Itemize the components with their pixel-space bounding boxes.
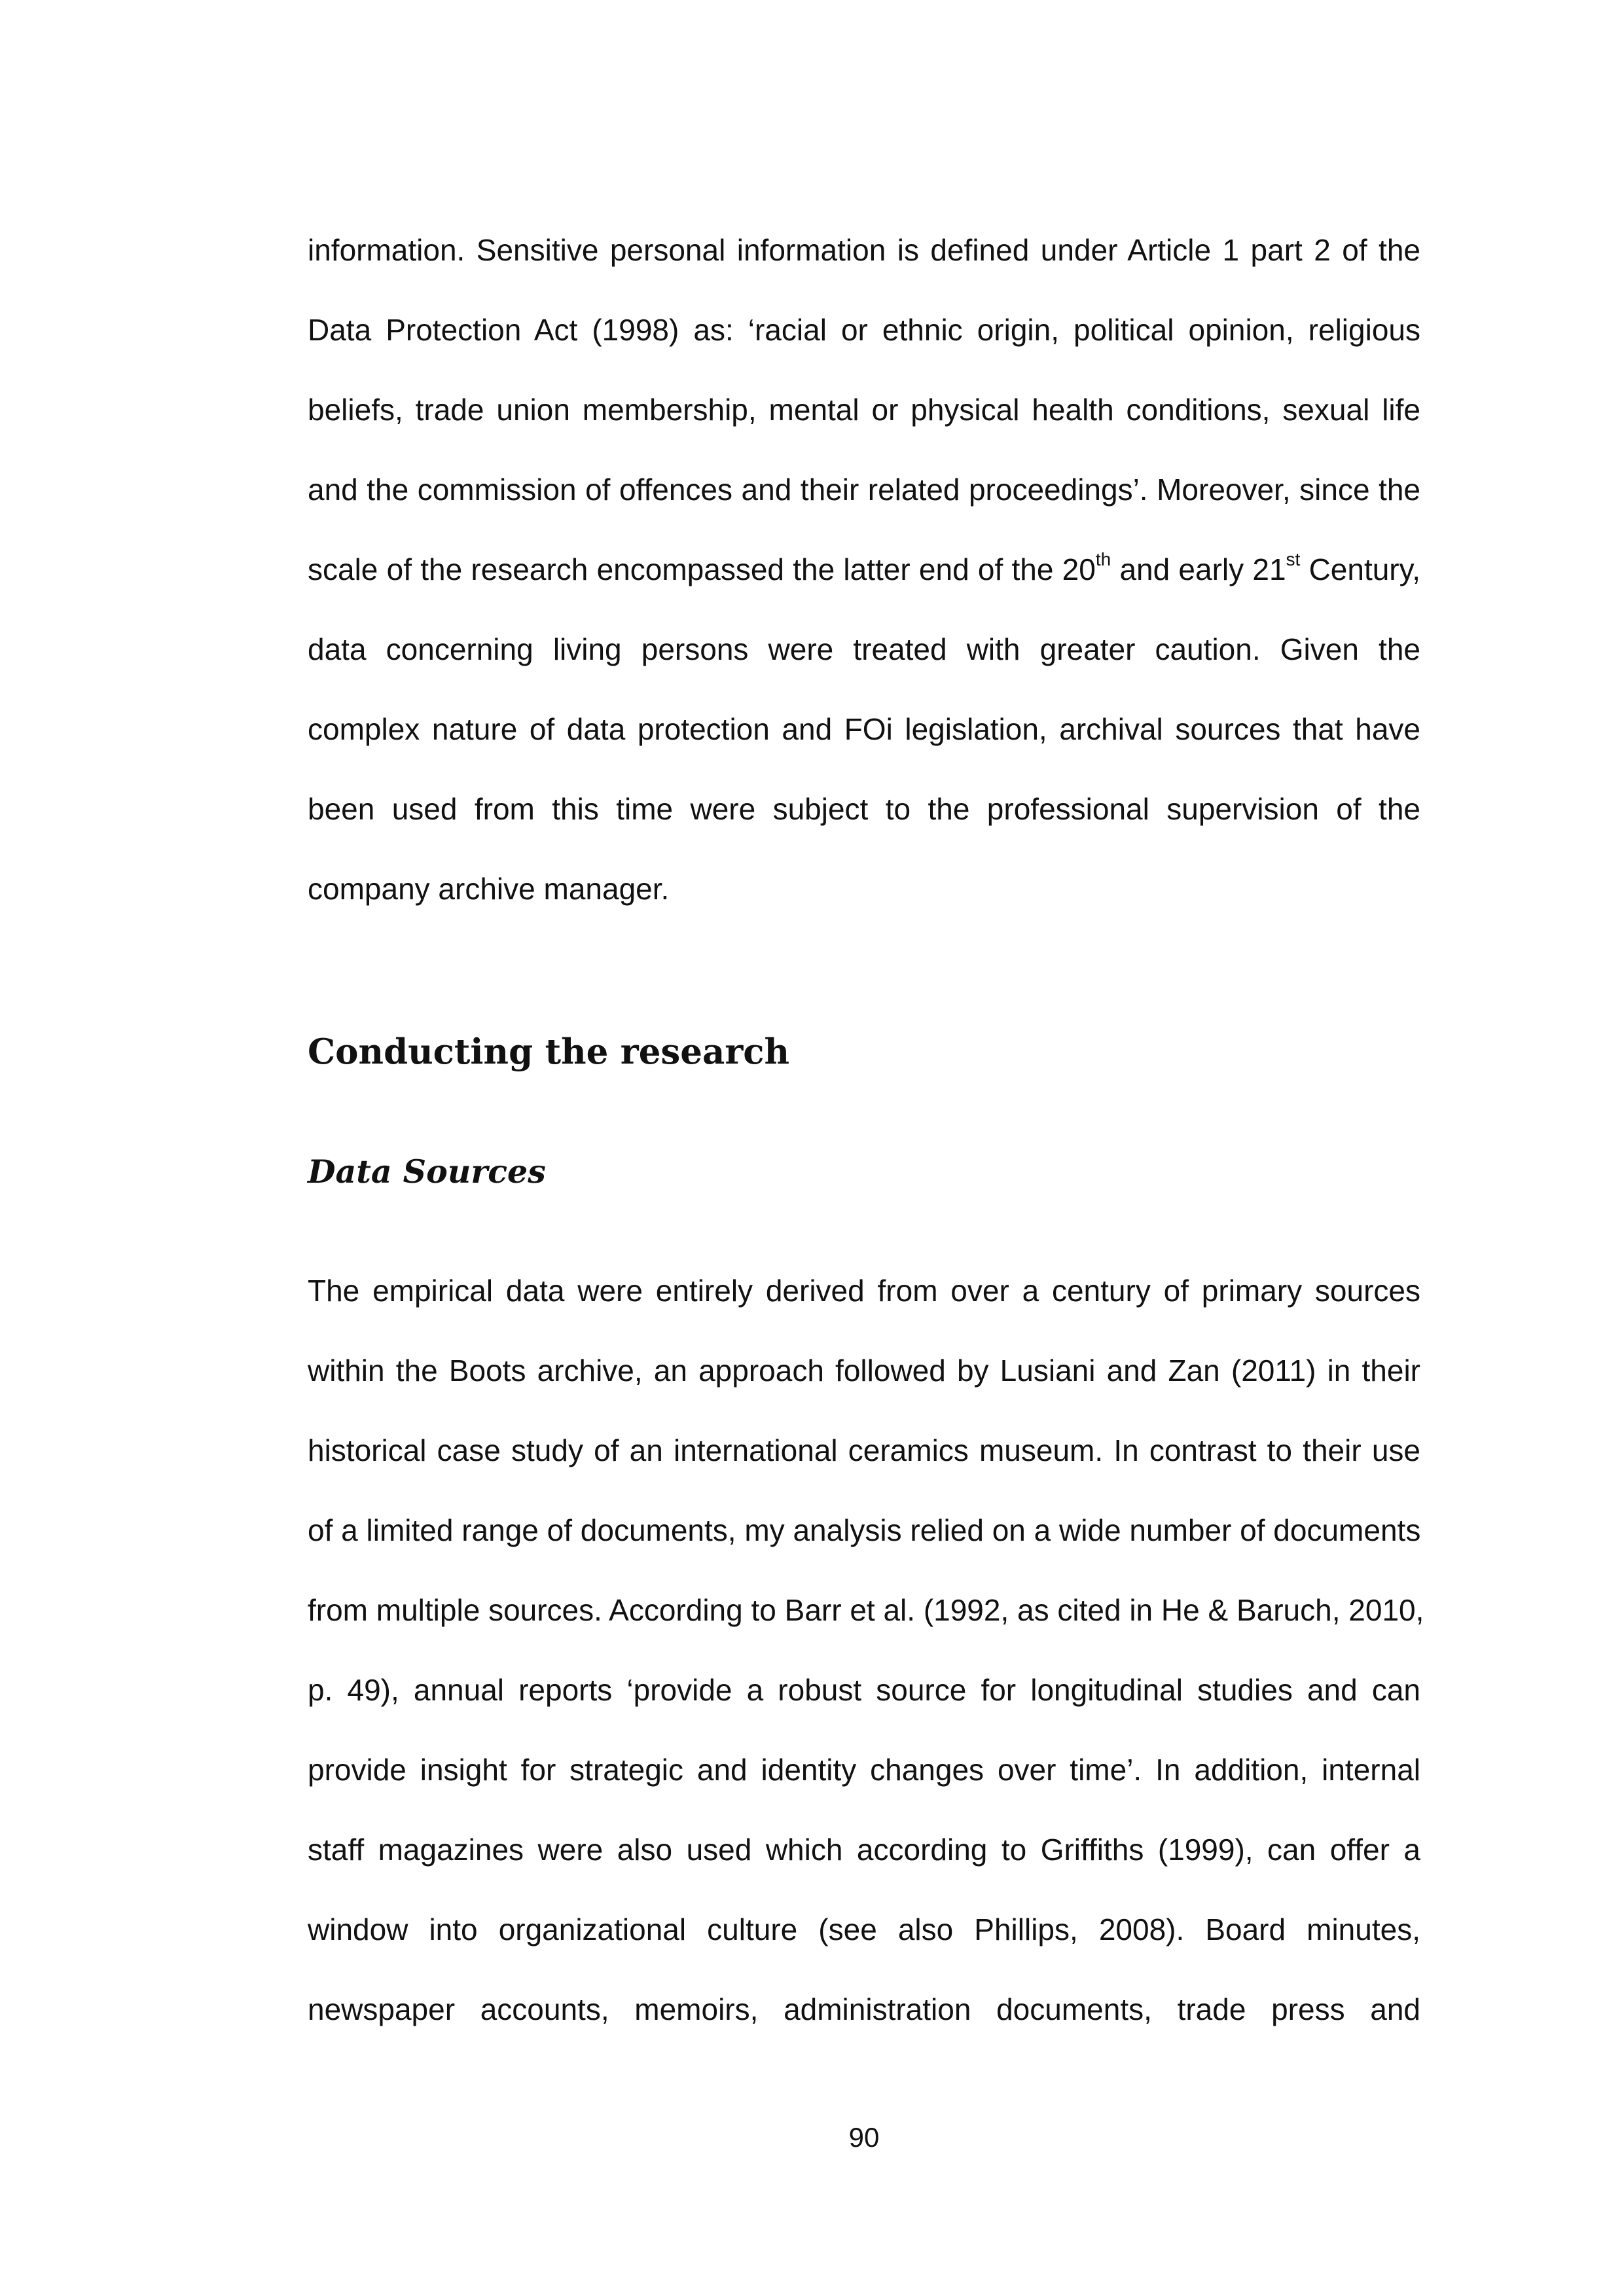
text-line: The empirical data were entirely derived from over a century of primary sources (308, 1274, 1420, 1308)
text-line: staff magazines were also used which according to Griffiths (1999), can offer a (308, 1833, 1420, 1867)
text-line: historical case study of an international ceramics museum. In contrast to their use (308, 1433, 1420, 1467)
text-line: Data Protection Act (1998) as: ‘racial or ethnic origin, political opinion, religious (308, 313, 1420, 347)
text-line-last: company archive manager. (308, 872, 670, 906)
text-line-with-superscripts (308, 550, 1420, 589)
text-line: newspaper accounts, memoirs, administration documents, trade press and (308, 1992, 1420, 2026)
text-line: from multiple sources. According to Barr et al. (1992, as cited in He & Baruch, 2010, (308, 1593, 1424, 1627)
text-line: within the Boots archive, an approach followed by Lusiani and Zan (2011) in their (308, 1354, 1420, 1388)
text-line: p. 49), annual reports ‘provide a robust source for longitudinal studies and can (308, 1673, 1420, 1707)
text-line: been used from this time were subject to the professional supervision of the (308, 792, 1420, 826)
superscript-ordinal: st (1286, 549, 1301, 569)
text-segment: and early 21 (1111, 552, 1286, 586)
text-line: and the commission of offences and their related proceedings’. Moreover, since the (308, 473, 1420, 507)
text-segment: scale of the research encompassed the latter end of the 20 (308, 552, 1096, 586)
text-line: beliefs, trade union membership, mental or physical health conditions, sexual life (308, 393, 1420, 427)
text-segment: Century, (1300, 552, 1420, 586)
subsection-heading: Data Sources (308, 1153, 546, 1191)
text-line: data concerning living persons were treated with greater caution. Given the (308, 632, 1420, 666)
text-line: of a limited range of documents, my analysis relied on a wide number of documents (308, 1513, 1421, 1547)
text-line: information. Sensitive personal information is defined under Article 1 part 2 of the (308, 233, 1420, 267)
text-line: provide insight for strategic and identity changes over time’. In addition, internal (308, 1753, 1420, 1787)
superscript-ordinal: th (1095, 549, 1111, 569)
page-number: 90 (848, 2122, 880, 2153)
section-heading: Conducting the research (308, 1031, 790, 1072)
text-line: complex nature of data protection and FOi legislation, archival sources that have (308, 712, 1420, 746)
text-line: window into organizational culture (see also Phillips, 2008). Board minutes, (308, 1912, 1420, 1946)
